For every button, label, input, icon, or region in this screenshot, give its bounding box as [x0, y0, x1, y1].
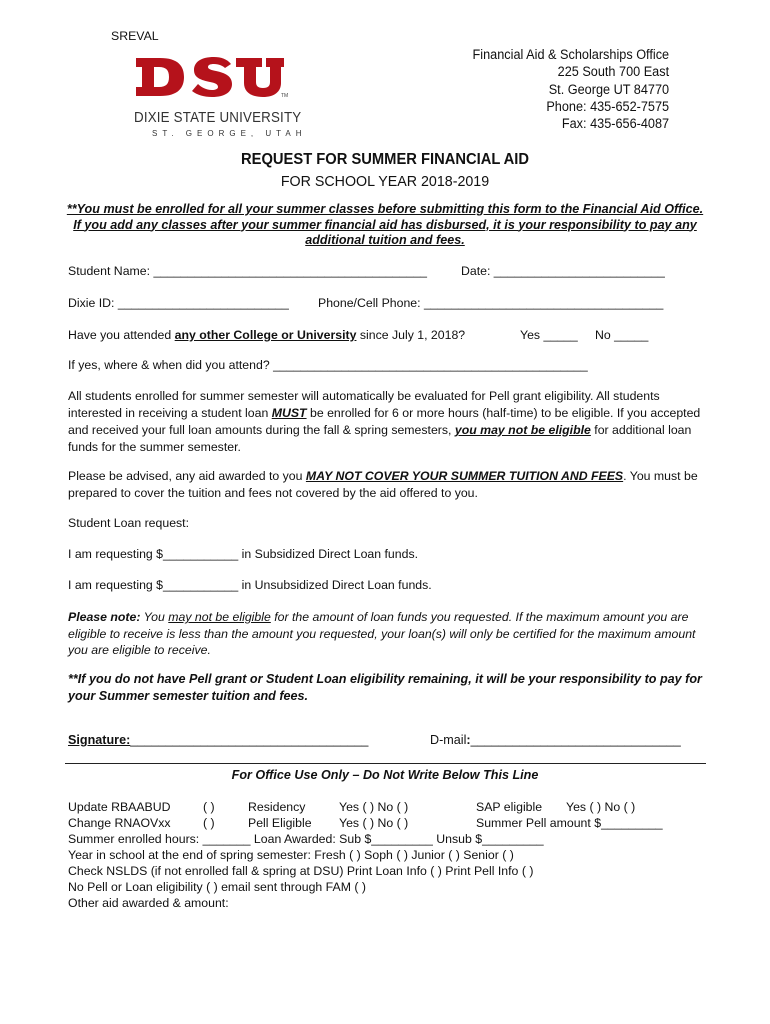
residency-label: Residency — [248, 800, 306, 814]
office-address — [472, 46, 669, 132]
please-note-text-1: You — [140, 610, 169, 624]
enrollment-warning: **You must be enrolled for all your summer classes before submitting this form to the Financial Aid Office. If you add any classes after your summer financial aid has disbursed, it is your responsibility to pay any additional tuition and fees. — [66, 202, 704, 247]
nslds-row[interactable]: Check NSLDS (if not enrolled fall & spring at DSU) Print Loan Info ( ) Print Pell Info ( ) — [68, 864, 534, 878]
trademark-mark: TM — [281, 93, 289, 99]
attended-question-date: since July 1, 2018? — [356, 328, 466, 342]
residency-choice[interactable]: Yes ( ) No ( ) — [339, 800, 409, 814]
signature-line[interactable]: __________________________________ — [130, 733, 369, 747]
signature-field[interactable] — [68, 733, 368, 747]
please-note-emphasis: may not be eligible — [168, 610, 271, 624]
unsubsidized-loan-field[interactable]: I am requesting $___________ in Unsubsidized Direct Loan funds. — [68, 578, 432, 592]
year-in-school-row[interactable]: Year in school at the end of spring semester: Fresh ( ) Soph ( ) Junior ( ) Senior ( ) — [68, 848, 514, 862]
dixie-id-field[interactable]: Dixie ID: _________________________ — [68, 296, 289, 310]
eligibility-must: MUST — [271, 406, 307, 420]
phone-field[interactable]: Phone/Cell Phone: ___________________________________ — [318, 296, 664, 310]
attended-question-text: Have you attended — [68, 328, 175, 342]
attended-question — [68, 328, 465, 342]
pell-eligible-choice[interactable]: Yes ( ) No ( ) — [339, 816, 409, 830]
please-note-text-2: for the amount of loan funds you requested. If the maximum amount you are eligible to receive is less than the amount you requested, your loan(s) will only be certified for the maximum amount you are eligible to receive. — [68, 610, 696, 657]
eligibility-text-3: for additional loan funds for the summer semester. — [68, 423, 692, 454]
coverage-text-1: Please be advised, any aid awarded to you — [68, 469, 306, 483]
coverage-text-2: . You must be prepared to cover the tuition and fees not covered by the aid offered to you. — [68, 469, 698, 500]
university-name: DIXIE STATE UNIVERSITY — [134, 110, 302, 126]
office-name: Financial Aid & Scholarships Office — [472, 47, 669, 62]
loan-request-heading: Student Loan request: — [68, 516, 190, 530]
change-rnaovxx: Change RNAOVxx — [68, 816, 171, 830]
coverage-emphasis: MAY NOT COVER YOUR SUMMER TUITION AND FEES — [305, 469, 624, 483]
dmail-colon: : — [466, 733, 471, 747]
no-eligibility-row[interactable]: No Pell or Loan eligibility ( ) email sent through FAM ( ) — [68, 880, 366, 894]
date-field[interactable]: Date: _________________________ — [461, 264, 665, 278]
office-street: 225 South 700 East — [557, 64, 669, 80]
university-city: ST. GEORGE, UTAH — [152, 129, 307, 138]
attended-question-emphasis: any other College or University — [174, 328, 357, 342]
other-aid-row[interactable]: Other aid awarded & amount: — [68, 896, 229, 910]
dmail-field[interactable] — [430, 733, 681, 747]
summer-hours-loan-row[interactable]: Summer enrolled hours: _______ Loan Awarded: Sub $_________ Unsub $_________ — [68, 832, 544, 846]
subsidized-loan-field[interactable]: I am requesting $___________ in Subsidized Direct Loan funds. — [68, 547, 419, 561]
office-fax: Fax: 435-656-4087 — [561, 116, 669, 132]
form-title: REQUEST FOR SUMMER FINANCIAL AID — [241, 151, 529, 168]
eligibility-text-2: be enrolled for 6 or more hours (half-time) to be eligible. If you accepted and received your full loan amounts during the fall & spring semesters, — [68, 406, 701, 437]
pell-eligible-label: Pell Eligible — [248, 816, 312, 830]
attended-yes-field[interactable]: Yes _____ — [520, 328, 578, 342]
summer-pell-amount[interactable]: Summer Pell amount $_________ — [476, 816, 663, 830]
office-use-divider — [65, 763, 706, 764]
eligibility-text-1: All students enrolled for summer semester will automatically be evaluated for Pell grant eligibility. All students interested in receiving a student loan — [68, 389, 660, 420]
sap-eligible-label: SAP eligible — [476, 800, 543, 814]
update-rbaabud: Update RBAABUD — [68, 800, 171, 814]
student-name-field[interactable]: Student Name: ________________________________________ — [68, 264, 427, 278]
form-code: SREVAL — [111, 29, 159, 43]
office-phone: Phone: 435-652-7575 — [546, 98, 669, 114]
dmail-label: D-mail — [430, 733, 467, 747]
please-note — [68, 609, 708, 659]
dmail-line[interactable]: ______________________________ — [470, 733, 681, 747]
eligibility-not-eligible: you may not be eligible — [454, 423, 591, 437]
office-city: St. George UT 84770 — [548, 81, 669, 97]
update-rbaabud-box[interactable]: ( ) — [203, 800, 215, 814]
form-subtitle: FOR SCHOOL YEAR 2018-2019 — [280, 173, 490, 190]
attended-no-field[interactable]: No _____ — [595, 328, 649, 342]
change-rnaovxx-box[interactable]: ( ) — [203, 816, 215, 830]
eligibility-paragraph — [68, 388, 708, 456]
sap-eligible-choice[interactable]: Yes ( ) No ( ) — [566, 800, 636, 814]
dsu-logo — [134, 56, 307, 138]
pell-responsibility-note: **If you do not have Pell grant or Student Loan eligibility remaining, it will be your responsibility to pay for your Summer semester tuition and fees. — [68, 672, 702, 703]
signature-label: Signature: — [68, 733, 131, 747]
please-note-label: Please note: — [68, 610, 141, 624]
office-use-heading: For Office Use Only – Do Not Write Below This Line — [231, 768, 539, 782]
coverage-paragraph — [68, 468, 708, 502]
attended-where-field[interactable]: If yes, where & when did you attend? ______________________________________________ — [68, 358, 588, 372]
dsu-logo-mark — [134, 56, 284, 98]
